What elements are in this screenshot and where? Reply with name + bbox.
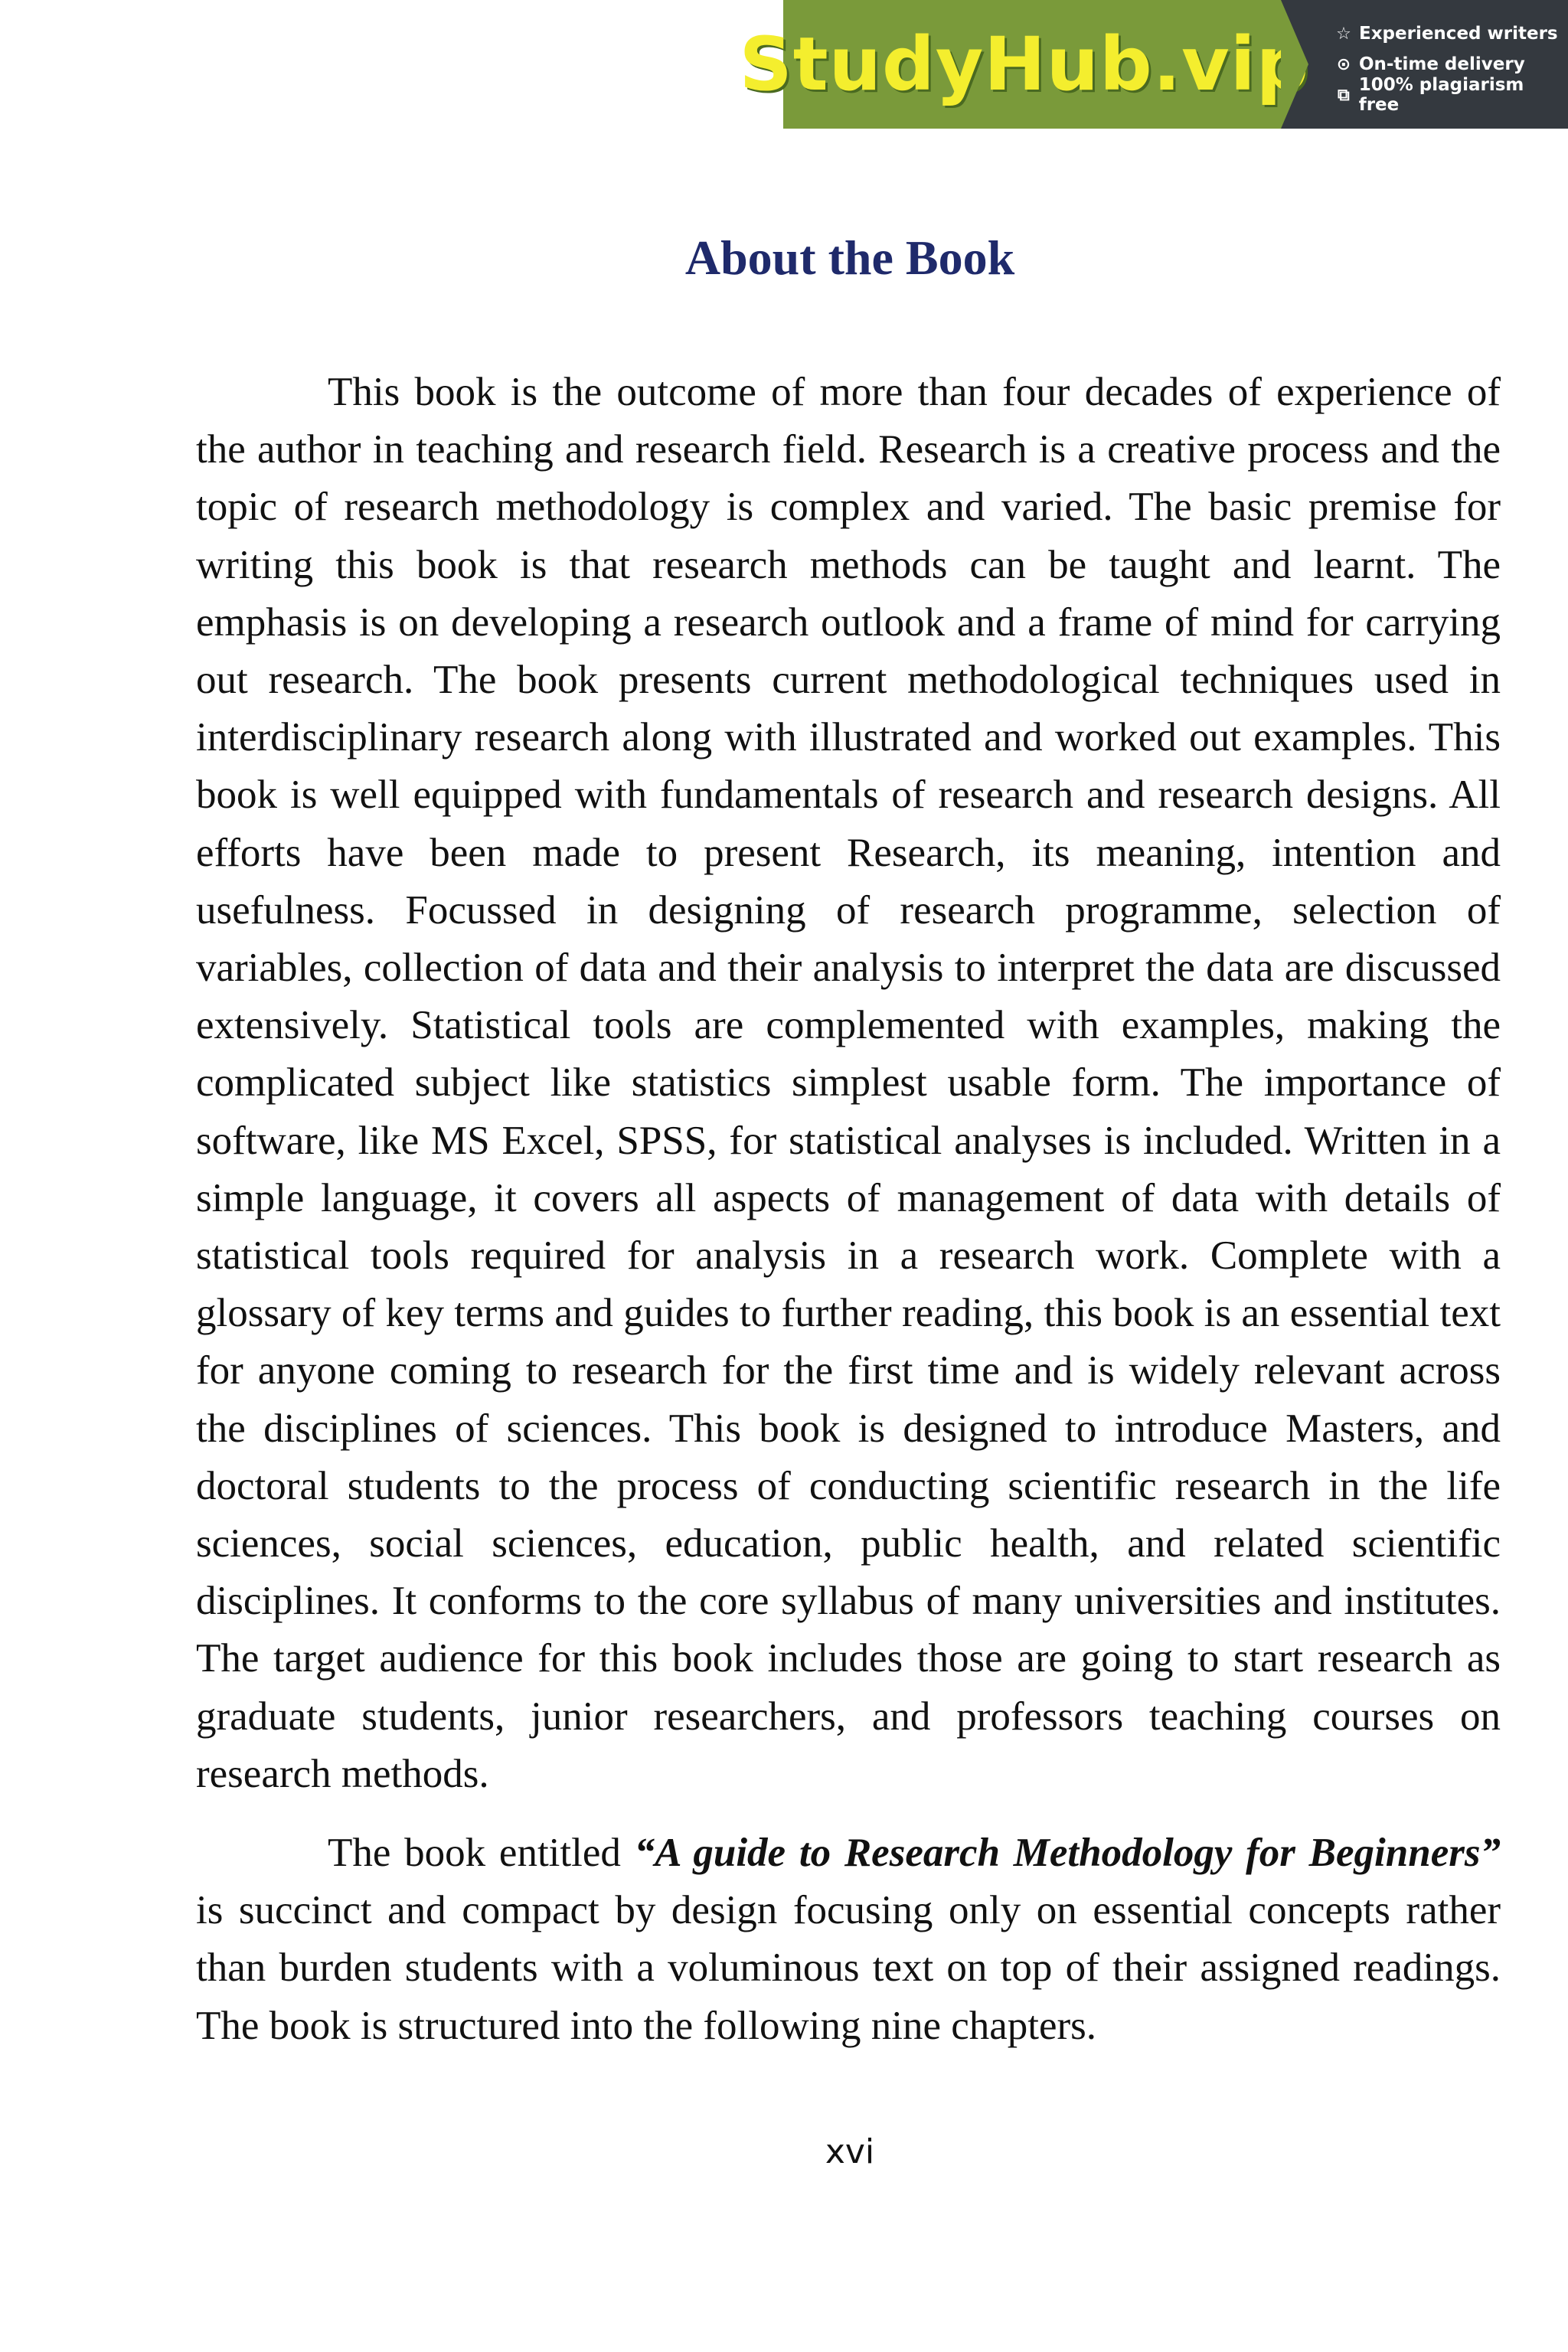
paragraph-1: This book is the outcome of more than four decades of experience of the author in teaching and research field. Research is a creative process and the topic of research methodology is complex and varied. The basic premise for writing this book is that research methods can be taught and learnt. The emphasis is on developing a research outlook and a frame of mind for carrying out research. The book presents current methodological techniques used in interdisciplinary research along with illustrated and worked out examples. This book is well equipped with fundamentals of research and research designs. All efforts have been made to present Research, its meaning, intention and usefulness. Focussed in designing of research programme, selection of variables, collection of data and their analysis to interpret the data are discussed extensively. Statistical tools are complemented with examples, making the complicated subject like statistics simplest usable form. The importance of software, like MS Excel, SPSS, for statistical analyses is included. Written in a simple language, it covers all aspects of management of data with details of statistical tools required for analysis in a research work. Complete with a glossary of key terms and guides to further reading, this book is an essential text for anyone coming to research for the first time and is widely relevant across the disciplines of sciences. This book is designed to introduce Masters, and doctoral students to the process of conducting scientific research in the life sciences, social sciences, education, public health, and related scientific disciplines. It conforms to the core syllabus of many universities and institutes. The target audience for this book includes those are going to start research as graduate students, junior researchers, and professors teaching courses on research methods. [196, 370, 1501, 1796]
clock-icon: ⊙ [1336, 54, 1351, 74]
document-icon: ⧉ [1337, 85, 1350, 105]
banner-feature-plagiarism [1333, 75, 1568, 115]
banner-features [1281, 0, 1568, 129]
banner-feature-writers [1333, 18, 1568, 49]
page-number: xvi [825, 2132, 875, 2171]
banner-feature-label: Experienced writers [1359, 24, 1558, 44]
paragraph-2-intro: The book entitled [328, 1831, 635, 1876]
banner-feature-label: 100% plagiarism free [1358, 75, 1524, 115]
studyhub-logo-text: StudyHub.vip [739, 21, 1310, 107]
paragraph-2 [196, 1824, 1501, 2055]
studyhub-banner[interactable] [739, 0, 1568, 129]
page-body [196, 364, 1501, 2055]
paragraph-2-rest: is succinct and compact by design focusing only on essential concepts rather than burden students with a voluminous text on top of their assigned readings. The book is structured into the following nine chapters. [196, 1888, 1501, 2048]
book-title: “A guide to Research Methodology for Beginners” [634, 1831, 1501, 1876]
studyhub-logo[interactable] [739, 0, 1310, 129]
star-icon: ☆ [1336, 24, 1351, 44]
banner-feature-label: On-time delivery [1359, 54, 1525, 74]
page-title: About the Book [684, 230, 1015, 285]
